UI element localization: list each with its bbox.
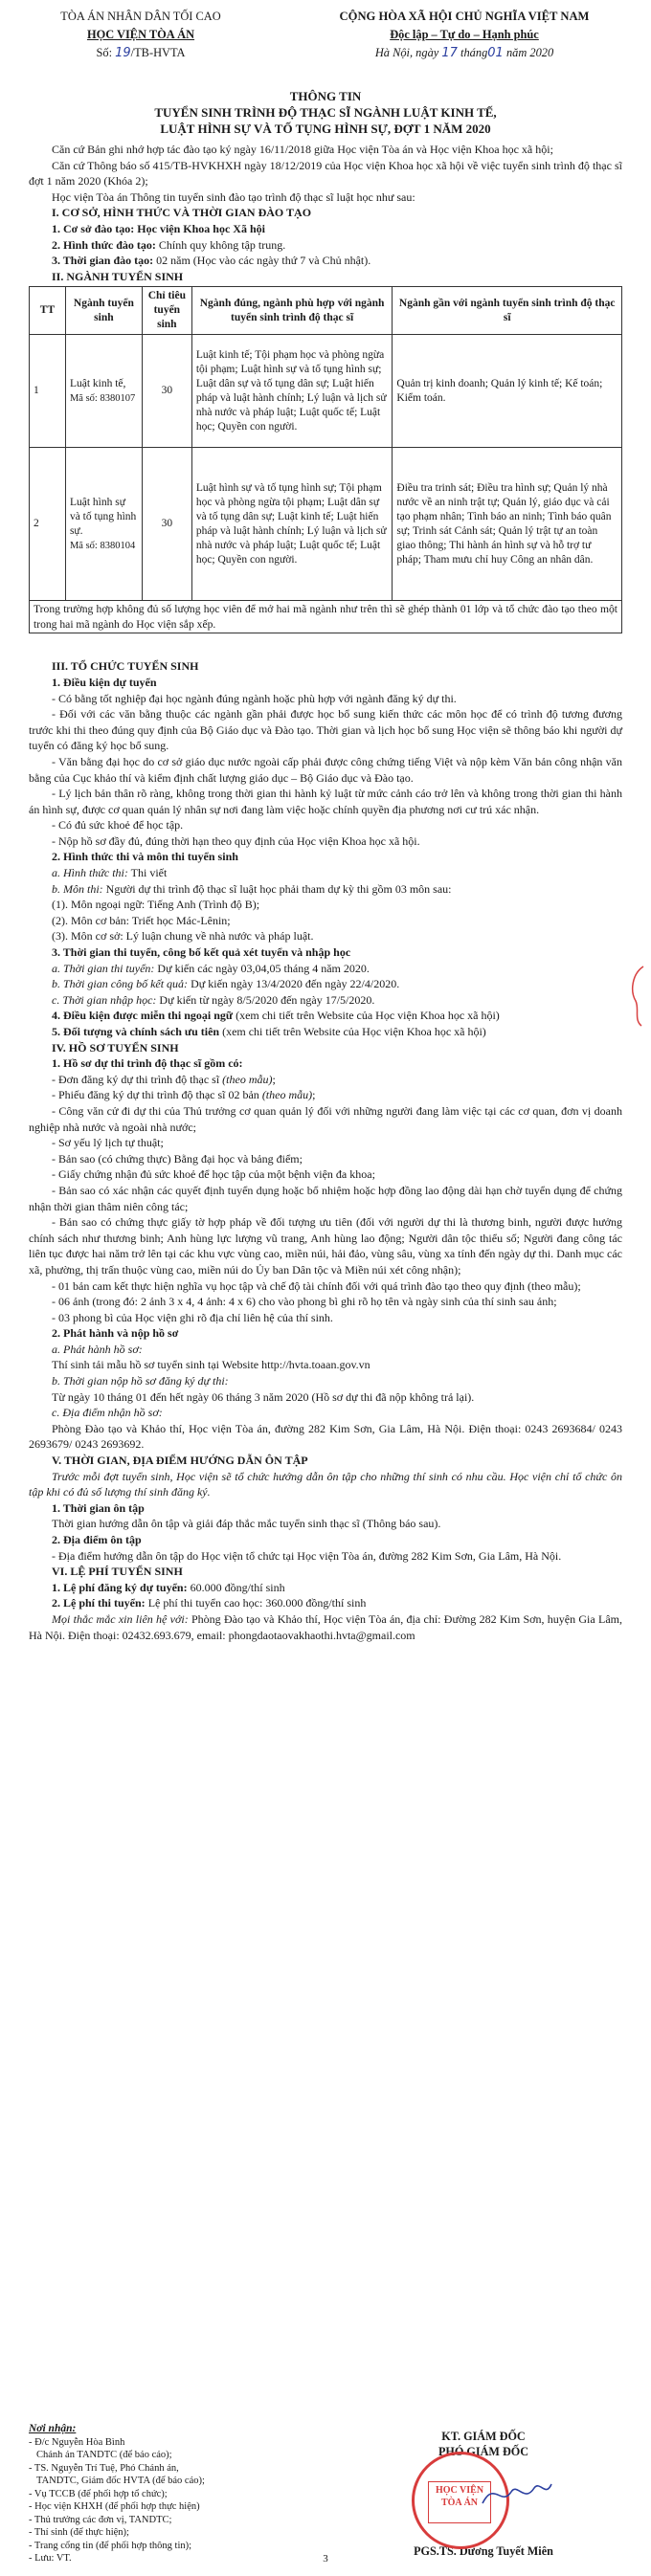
item-line: Phòng Đào tạo và Khảo thí, Học viện Tòa án, đường 282 Kim Sơn, Gia Lâm, Hà Nội. Điện thoại: 0243 2693684/ 0243 2693679/ 0243 2693692. [29,1421,622,1452]
item-line: 3. Thời gian đào tạo: 02 năm (Học vào các ngày thứ 7 và Chủ nhật). [52,254,371,268]
section-heading: VI. LỆ PHÍ TUYỂN SINH [52,1565,183,1579]
signer-role-1: KT. GIÁM ĐỐC [441,2430,526,2443]
item-line: 4. Điều kiện được miễn thi ngoại ngữ (xem chi tiết trên Website của Học viện Khoa học xã hội) [52,1009,500,1023]
section-heading: II. NGÀNH TUYỂN SINH [52,269,184,283]
section-heading: V. THỜI GIAN, ĐỊA ĐIỂM HƯỚNG DẪN ÔN TẬP [52,1454,308,1468]
issuer-name: HỌC VIỆN TÒA ÁN [86,28,195,41]
dossier-item: - Công văn cử đi dự thi của Thủ trưởng cơ quan quản lý đối với những người đang làm việc tại các cơ quan, đơn vị doanh nghiệp nhà nước và ngoài nhà nước; [29,1103,622,1134]
dossier-item: - Bản sao (có chứng thực) Bằng đại học và bảng điểm; [52,1151,303,1166]
document-body [29,142,622,1643]
table-header: TT [30,287,66,335]
dossier-item: - 03 phong bì của Học viện ghi rõ địa chỉ liên hệ của thí sinh. [52,1310,333,1324]
fee-line: 2. Lệ phí thi tuyển: Lệ phí thi tuyển cao học: 360.000 đồng/thí sinh [52,1596,367,1610]
recipients-title: Nơi nhận: [29,2423,77,2434]
signer-role-2: PHÓ GIÁM ĐỐC [438,2445,529,2458]
item-line: Thí sinh tải mẫu hồ sơ tuyển sinh tại Website http://hvta.toaan.gov.vn [52,1358,370,1372]
item-label: c. Địa điểm nhận hồ sơ: [52,1406,163,1420]
item-line: b. Môn thi: Người dự thi trình độ thạc sĩ luật học phải tham dự kỳ thi gồm 03 môn sau: [52,881,452,896]
dossier-item: - 01 bản cam kết thực hiện nghĩa vụ học tập và chế độ tài chính đối với quá trình đào tạo theo quy định (theo mẫu); [52,1278,581,1293]
table-header-row [30,287,622,335]
issue-date: Hà Nội, ngày 17 tháng01 năm 2020 [374,46,554,60]
table-cell: 30 [142,448,191,601]
item-line: Từ ngày 10 tháng 01 đến hết ngày 06 tháng 3 năm 2020 (Hồ sơ dự thi đã nộp không trả lại). [52,1389,475,1404]
document-number: Số: 19/TB-HVTA [96,46,186,60]
programs-table [29,286,622,601]
table-row [30,335,622,448]
subsection-heading: 1. Thời gian ôn tập [52,1500,145,1515]
recipient-line: - Vụ TCCB (để phối hợp tổ chức); [29,2488,168,2499]
table-cell: Luật hình sự và tố tụng hình sự. Mã số: 8380104 [65,448,142,601]
section-heading: III. TỔ CHỨC TUYỂN SINH [52,659,199,674]
exam-subject: (1). Môn ngoại ngữ: Tiếng Anh (Trình độ B); [52,898,260,912]
recipient-line: Chánh án TANDTC (để báo cáo); [36,2450,172,2460]
condition-item: - Văn bằng đại học do cơ sở giáo dục nước ngoài cấp phải được công chứng tiếng Việt và nộp kèm Văn bản công nhận văn bằng của Cục khảo thí và kiểm định chất lượng giáo dục – Bộ Giáo dục và Đào tạo. [29,754,622,785]
table-cell: Luật kinh tế; Tội phạm học và phòng ngừa tội phạm; Luật hình sự và tố tụng hình sự; Luật dân sự và tố tụng dân sự; Luật hiến pháp và luật hành chính; Lý luận và lịch sử nhà nước và pháp luật; Luật quốc tế; Luật học; Quyền con người. [191,335,393,448]
intro-paragraph: Căn cứ Thông báo số 415/TB-HVKHXH ngày 18/12/2019 của Học viện Khoa học xã hội về việc tuyển sinh trình độ thạc sĩ đợt 1 năm 2020 (Khóa 2); [29,158,622,189]
handwritten-day: 17 [441,46,458,60]
intro-paragraph: Học viện Tòa án Thông tin tuyển sinh đào tạo trình độ thạc sĩ luật học như sau: [52,189,415,204]
document-title: THÔNG TIN TUYỂN SINH TRÌNH ĐỘ THẠC SĨ NGÀNH LUẬT KINH TẾ, LUẬT HÌNH SỰ VÀ TỐ TỤNG HÌNH SỰ, ĐỢT 1 NĂM 2020 [154,89,497,136]
section-heading: I. CƠ SỞ, HÌNH THỨC VÀ THỜI GIAN ĐÀO TẠO [52,206,312,220]
condition-item: - Nộp hồ sơ đầy đủ, đúng thời hạn theo quy định của Học viện Khoa học xã hội. [52,833,420,848]
item-line: a. Thời gian thi tuyển: Dự kiến các ngày 03,04,05 tháng 4 năm 2020. [52,961,370,975]
item-label: b. Thời gian nộp hồ sơ đăng ký dự thi: [52,1374,229,1388]
exam-subject: (3). Môn cơ sở: Lý luận chung về nhà nước và pháp luật. [52,929,314,944]
table-cell: 2 [30,448,66,601]
item-line: 5. Đối tượng và chính sách ưu tiên (xem chi tiết trên Website của Học viện Khoa học xã hội) [52,1025,486,1038]
national-header [287,8,641,62]
item-line: - Địa điểm hướng dẫn ôn tập do Học viện tổ chức tại Học viện Tòa án, đường 282 Kim Sơn, Gia Lâm, Hà Nội. [52,1548,562,1563]
signer-name: PGS.TS. Dương Tuyết Miên [414,2544,553,2558]
item-label: a. Phát hành hồ sơ: [52,1342,143,1356]
recipient-line: - Thủ trưởng các đơn vị, TANDTC; [29,2514,172,2525]
recipient-line: - Lưu: VT. [29,2553,72,2564]
recipient-line: TANDTC, Giám đốc HVTA (để báo cáo); [36,2476,205,2486]
exam-subject: (2). Môn cơ bản: Triết học Mác-Lênin; [52,913,231,927]
handwritten-number: 19 [115,46,131,60]
table-header: Chỉ tiêu tuyển sinh [142,287,191,335]
table-cell: Điều tra trinh sát; Điều tra hình sự; Quản lý nhà nước về an ninh trật tự; Quản lý, giáo dục và cải tạo phạm nhân; Tình báo an ninh; Tình báo quân sự; Trinh sát Cảnh sát; Quản lý trật tự an toàn giao thông; Thi hành án hình sự và hỗ trợ tư pháp; Tham mưu chỉ huy Công an nhân dân. [393,448,622,601]
subsection-heading: 2. Hình thức thi và môn thi tuyển sinh [52,850,238,864]
subsection-heading: 2. Địa điểm ôn tập [52,1533,142,1546]
table-note: Trong trường hợp không đủ số lượng học viên để mở hai mã ngành như trên thì sẽ ghép thành 01 lớp và tổ chức đào tạo theo một trong hai mã ngành do Học viện sắp xếp. [29,601,622,633]
item-line: Trước mỗi đợt tuyển sinh, Học viện sẽ tổ chức hướng dẫn ôn tập cho những thí sinh có nhu cầu. Học viện chỉ tổ chức ôn tập khi có đủ số lượng thí sinh đăng ký. [29,1469,622,1499]
dossier-item: - Bản sao có chứng thực giấy tờ hợp pháp về đối tượng ưu tiên (đối với người dự thi là thương binh, người được hưởng chính sách như thương binh; Anh hùng lực lượng vũ trang, Anh hùng lao động; Người dân tộc thiểu số; Người đang công tác liên tục được hai năm trở lên tại các khu vực vùng cao, miền núi, hải đảo, vùng sâu, vùng xa tính đến ngày dự thi. Danh mục các xã, phường, thị trấn thuộc vùng cao, miền núi do Ủy ban Dân tộc và Miền núi xét công nhận); [29,1215,622,1277]
item-line: b. Thời gian công bố kết quả: Dự kiến ngày 13/4/2020 đến ngày 22/4/2020. [52,977,400,991]
recipient-line: - TS. Nguyễn Trí Tuệ, Phó Chánh án, [29,2462,179,2474]
item-line: a. Hình thức thi: Thi viết [52,866,168,880]
table-cell: Luật hình sự và tố tụng hình sự; Tội phạm học và phòng ngừa tội phạm; Luật dân sự và tố tụng dân sự; Luật kinh tế; Luật hiến pháp và luật hành chính; Lý luận và lịch sử nhà nước và pháp luật; Luật quốc tế; Luật học; Quyền con người. [191,448,393,601]
subsection-heading: 1. Hồ sơ dự thi trình độ thạc sĩ gồm có: [52,1056,243,1071]
table-header: Ngành tuyển sinh [65,287,142,335]
national-motto: Độc lập – Tự do – Hạnh phúc [390,28,539,41]
seal-text: HỌC VIỆN TÒA ÁN [428,2481,491,2523]
issuer-parent: TÒA ÁN NHÂN DÂN TỐI CAO [60,10,221,23]
item-line: Thời gian hướng dẫn ôn tập và giải đáp thắc mắc tuyển sinh thạc sĩ (Thông báo sau). [52,1517,441,1531]
issuer-block [21,8,260,62]
intro-paragraph: Căn cứ Bản ghi nhớ hợp tác đào tạo ký ngày 16/11/2018 giữa Học viện Tòa án và Học viện Khoa học xã hội; [52,143,553,156]
condition-item: - Lý lịch bản thân rõ ràng, không trong thời gian thi hành kỷ luật từ mức cảnh cáo trở lên và không trong thời gian thi hành án hình sự, được cơ quan quản lý nhân sự nơi đang làm việc hoặc chính quyền địa phương nơi cư trú xác nhận. [29,787,622,816]
recipient-line: - Học viện KHXH (để phối hợp thực hiện) [29,2501,200,2512]
page-number: 3 [323,2553,328,2565]
dossier-item: - Đơn đăng ký dự thi trình độ thạc sĩ (theo mẫu); [52,1072,276,1086]
recipients-block [29,2423,306,2565]
table-cell: 30 [142,335,191,448]
recipient-line: - Trang cổng tin (để phối hợp thông tin); [29,2540,192,2551]
dossier-item: - Bản sao có xác nhận các quyết định tuyển dụng hoặc bổ nhiệm hoặc hợp đồng lao động dài hạn chờ tuyển dụng để chứng nhận thời gian thâm niên công tác; [29,1183,622,1213]
subsection-heading: 2. Phát hành và nộp hồ sơ [52,1326,179,1341]
table-cell: Luật kinh tế, Mã số: 8380107 [65,335,142,448]
condition-item: - Có đủ sức khoẻ để học tập. [52,818,184,833]
dossier-item: - Sơ yếu lý lịch tự thuật; [52,1136,164,1150]
contact-line: Mọi thắc mắc xin liên hệ với: Phòng Đào tạo và Khảo thí, Học viện Tòa án, địa chỉ: Đường 282 Kim Sơn, huyện Gia Lâm, Hà Nội. Điện thoại: 02432.693.679, email: phongdaotaovakhaothi.hvta@gmail.com [29,1611,622,1642]
nation-name: CỘNG HÒA XÃ HỘI CHỦ NGHĨA VIỆT NAM [339,10,590,23]
handwritten-month: 01 [487,46,504,60]
subsection-heading: 3. Thời gian thi tuyển, công bố kết quả xét tuyển và nhập học [52,945,351,960]
table-cell: Quản trị kinh doanh; Quản lý kinh tế; Kế toán; Kiểm toán. [393,335,622,448]
table-row [30,448,622,601]
item-line: c. Thời gian nhập học: Dự kiến từ ngày 8/5/2020 đến ngày 17/5/2020. [52,992,375,1007]
subsection-heading: 1. Điều kiện dự tuyển [52,675,157,689]
fee-line: 1. Lệ phí đăng ký dự tuyển: 60.000 đồng/thí sinh [52,1580,285,1594]
condition-item: - Đối với các văn bằng thuộc các ngành gần phải được học bổ sung kiến thức các môn học để có trình độ tương đương trước khi thi theo đúng quy định của Bộ Giáo dục và Đào tạo. Thời gian và lịch học bổ sung Học viện sẽ thông báo khi người dự tuyển có đăng ký học bổ sung. [29,707,622,753]
dossier-item: - Phiếu đăng ký dự thi trình độ thạc sĩ 02 bản (theo mẫu); [52,1088,316,1102]
dossier-item: - 06 ảnh (trong đó: 2 ảnh 3 x 4, 4 ảnh: 4 x 6) cho vào phong bì ghi rõ họ tên và ngày sinh của thí sinh sau ảnh; [52,1295,557,1309]
margin-stamp-mark [624,963,647,1030]
section-heading: IV. HỒ SƠ TUYỂN SINH [52,1040,179,1055]
item-line: 2. Hình thức đào tạo: Chính quy không tập trung. [52,237,286,252]
condition-item: - Có bằng tốt nghiệp đại học ngành đúng ngành hoặc phù hợp với ngành đăng ký dự thi. [52,691,457,705]
dossier-item: - Giấy chứng nhận đủ sức khoẻ để học tập của một bệnh viện đa khoa; [52,1167,375,1182]
item-line: 1. Cơ sở đào tạo: Học viện Khoa học Xã hội [52,221,265,235]
document-footer [29,2423,622,2566]
table-header: Ngành đúng, ngành phù hợp với ngành tuyển sinh trình độ thạc sĩ [191,287,393,335]
handwritten-signature [479,2475,555,2513]
table-cell: 1 [30,335,66,448]
table-header: Ngành gần với ngành tuyển sinh trình độ thạc sĩ [393,287,622,335]
recipient-line: - Đ/c Nguyễn Hòa Bình [29,2436,125,2448]
recipient-line: - Thí sinh (để thực hiện); [29,2527,129,2538]
